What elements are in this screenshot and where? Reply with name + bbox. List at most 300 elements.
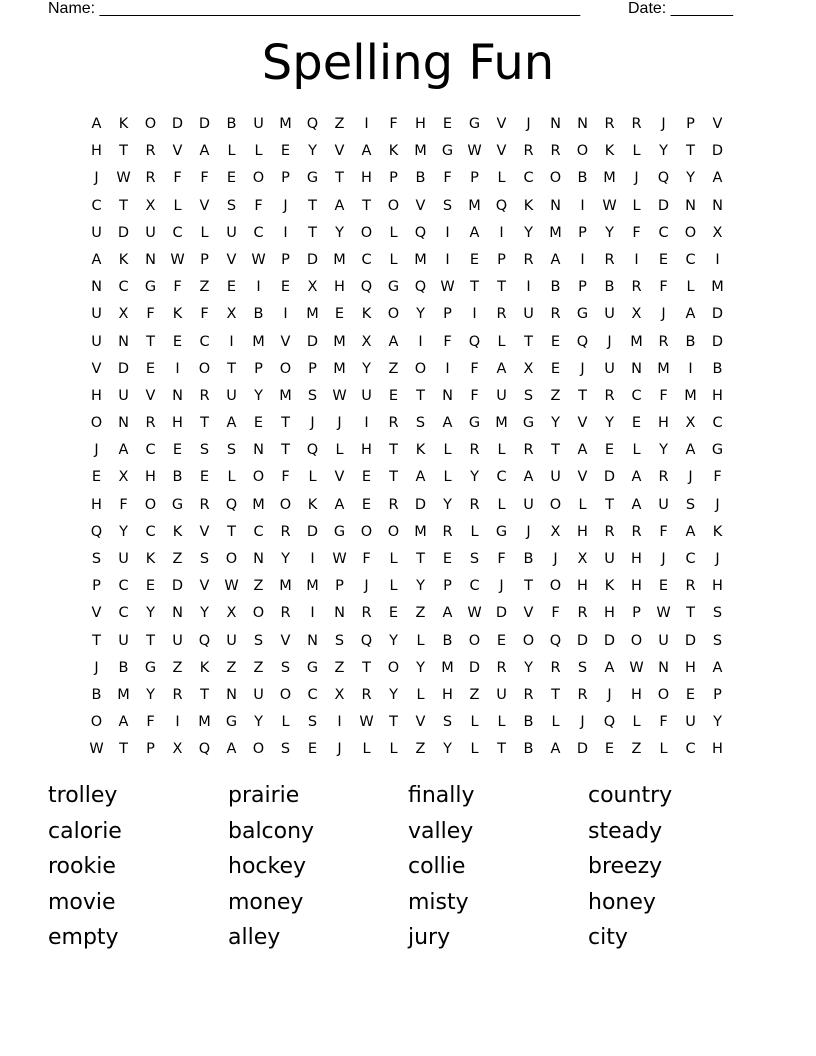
grid-letter: M [684, 387, 697, 404]
grid-letter: A [118, 714, 129, 731]
grid-letter: G [171, 496, 184, 513]
grid-letter: I [310, 605, 315, 622]
grid-letter: T [686, 605, 695, 622]
grid-letter: O [252, 741, 265, 758]
word-list-item: city [588, 925, 628, 951]
word-list-item: collie [408, 854, 466, 880]
grid-letter: M [198, 714, 211, 731]
grid-row [83, 573, 733, 600]
grid-letter: J [580, 360, 585, 377]
grid-letter: I [283, 224, 288, 241]
grid-letter: M [279, 116, 292, 132]
grid-letter: B [415, 170, 426, 187]
grid-letter: G [306, 659, 319, 676]
grid-letter: L [470, 741, 479, 758]
grid-letter: C [712, 415, 723, 432]
grid-letter: A [577, 442, 588, 459]
grid-letter: H [442, 686, 453, 703]
grid-letter: V [712, 116, 723, 132]
grid-letter: X [145, 197, 156, 214]
grid-letter: C [253, 523, 264, 540]
grid-letter: H [172, 415, 183, 432]
grid-letter: L [200, 224, 209, 241]
grid-letter: J [499, 578, 504, 595]
grid-letter: S [199, 551, 210, 567]
grid-letter: T [578, 387, 587, 404]
grid-letter: T [119, 143, 128, 160]
grid-letter: I [445, 251, 450, 268]
grid-letter: C [118, 279, 129, 296]
grid-letter: L [632, 197, 641, 214]
grid-letter: U [496, 686, 507, 703]
grid-letter: J [634, 170, 639, 187]
grid-letter: R [577, 605, 588, 622]
grid-letter: N [631, 360, 642, 377]
grid-letter: O [630, 632, 643, 649]
grid-letter: K [712, 523, 723, 540]
grid-letter: Y [389, 632, 398, 649]
grid-letter: R [388, 415, 399, 432]
grid-letter: A [226, 741, 237, 758]
grid-letter: Y [470, 469, 479, 486]
grid-letter: A [334, 197, 345, 214]
grid-letter: M [711, 279, 724, 296]
grid-letter: M [333, 360, 346, 377]
grid-letter: A [469, 224, 480, 241]
grid-letter: R [604, 523, 615, 540]
grid-row [83, 165, 733, 192]
grid-letter: N [658, 659, 669, 676]
word-list-item: empty [48, 925, 119, 951]
grid-letter: H [712, 578, 723, 595]
grid-letter: J [337, 741, 342, 758]
grid-letter: X [307, 279, 318, 296]
grid-row [83, 655, 733, 682]
grid-letter: K [361, 306, 372, 323]
grid-letter: F [389, 116, 398, 132]
word-list-item: balcony [228, 818, 315, 844]
grid-letter: O [468, 632, 481, 649]
grid-letter: Y [659, 143, 668, 160]
grid-letter: F [173, 279, 182, 296]
grid-letter: N [172, 387, 183, 404]
grid-letter: R [469, 442, 480, 459]
word-list-item: valley [408, 818, 474, 844]
grid-letter: F [173, 170, 182, 187]
grid-letter: Y [254, 387, 263, 404]
grid-letter: R [631, 279, 642, 296]
grid-letter: M [333, 333, 346, 350]
grid-letter: U [91, 224, 102, 241]
grid-letter: Q [306, 442, 319, 459]
grid-letter: L [497, 496, 506, 513]
grid-letter: P [713, 686, 722, 703]
grid-letter: B [253, 306, 264, 323]
grid-letter: P [632, 605, 641, 622]
grid-letter: H [91, 387, 102, 404]
grid-letter: T [605, 496, 614, 513]
grid-letter: E [172, 333, 183, 350]
grid-letter: L [470, 714, 479, 731]
grid-letter: A [712, 170, 723, 187]
grid-letter: I [229, 333, 234, 350]
grid-letter: M [630, 333, 643, 350]
word-list-item: prairie [228, 783, 300, 808]
grid-letter: R [550, 659, 561, 676]
grid-letter: R [469, 496, 480, 513]
grid-letter: P [335, 578, 344, 595]
grid-letter: J [364, 578, 369, 595]
grid-letter: R [604, 116, 615, 132]
grid-letter: I [310, 551, 315, 567]
grid-letter: T [281, 415, 290, 432]
grid-letter: Z [253, 659, 264, 676]
grid-letter: B [91, 686, 102, 703]
grid-letter: P [308, 360, 317, 377]
grid-letter: I [175, 714, 180, 731]
grid-letter: V [145, 387, 156, 404]
grid-letter: I [364, 415, 369, 432]
grid-letter: C [253, 224, 264, 241]
word-list-item: honey [588, 889, 656, 915]
grid-letter: E [280, 143, 291, 160]
grid-row [83, 247, 733, 274]
grid-letter: J [607, 333, 612, 350]
grid-letter: E [334, 306, 345, 323]
grid-letter: L [389, 224, 398, 241]
grid-letter: E [226, 279, 237, 296]
grid-letter: S [415, 415, 426, 432]
grid-letter: T [200, 415, 209, 432]
grid-letter: N [334, 605, 345, 622]
grid-letter: D [306, 333, 319, 350]
grid-letter: Y [416, 306, 425, 323]
grid-letter: K [172, 306, 183, 323]
grid-letter: E [307, 741, 318, 758]
grid-letter: P [443, 306, 452, 323]
grid-letter: C [469, 578, 480, 595]
grid-letter: W [656, 605, 671, 622]
grid-letter: M [603, 170, 616, 187]
grid-letter: S [442, 197, 453, 214]
grid-letter: U [604, 306, 615, 323]
grid-letter: A [685, 523, 696, 540]
grid-letter: O [387, 306, 400, 323]
grid-letter: Z [334, 659, 345, 676]
grid-letter: W [224, 578, 239, 595]
grid-letter: A [91, 251, 102, 268]
grid-letter: F [443, 170, 452, 187]
grid-letter: R [361, 605, 372, 622]
header [48, 0, 740, 20]
grid-letter: G [441, 143, 454, 160]
grid-letter: U [91, 306, 102, 323]
grid-letter: Y [443, 496, 452, 513]
grid-letter: P [254, 360, 263, 377]
grid-letter: M [549, 224, 562, 241]
grid-letter: C [118, 578, 129, 595]
grid-letter: E [469, 251, 480, 268]
grid-letter: M [441, 659, 454, 676]
grid-letter: D [306, 523, 319, 540]
grid-letter: U [496, 387, 507, 404]
grid-letter: J [715, 551, 720, 567]
grid-letter: N [91, 279, 102, 296]
grid-letter: O [387, 523, 400, 540]
grid-letter: W [629, 659, 644, 676]
grid-letter: W [467, 605, 482, 622]
grid-letter: J [94, 659, 99, 676]
grid-letter: N [550, 116, 561, 132]
grid-letter: U [226, 387, 237, 404]
grid-letter: Q [306, 116, 319, 132]
grid-letter: S [253, 632, 264, 649]
grid-letter: O [684, 224, 697, 241]
grid-letter: Y [362, 360, 371, 377]
grid-letter: Y [389, 686, 398, 703]
grid-letter: J [337, 415, 342, 432]
grid-letter: R [685, 578, 696, 595]
grid-letter: W [332, 387, 347, 404]
grid-letter: C [199, 333, 210, 350]
grid-letter: B [523, 741, 534, 758]
grid-letter: B [685, 333, 696, 350]
grid-letter: I [688, 360, 693, 377]
grid-letter: S [91, 551, 102, 567]
grid-letter: K [307, 496, 318, 513]
grid-letter: Z [334, 116, 345, 132]
grid-letter: T [281, 442, 290, 459]
grid-letter: S [280, 741, 291, 758]
grid-letter: O [90, 714, 103, 731]
grid-letter: Y [524, 659, 533, 676]
grid-letter: G [333, 523, 346, 540]
grid-letter: O [549, 578, 562, 595]
grid-letter: N [550, 197, 561, 214]
grid-letter: S [307, 387, 318, 404]
grid-letter: C [631, 387, 642, 404]
grid-letter: U [118, 387, 129, 404]
grid-letter: W [89, 741, 104, 758]
grid-row [83, 628, 733, 655]
grid-letter: E [199, 469, 210, 486]
grid-letter: Y [281, 551, 290, 567]
grid-letter: R [523, 143, 534, 160]
grid-letter: W [602, 197, 617, 214]
grid-letter: J [310, 415, 315, 432]
grid-letter: I [445, 224, 450, 241]
grid-letter: A [415, 469, 426, 486]
grid-letter: O [657, 686, 670, 703]
grid-letter: V [226, 251, 237, 268]
grid-letter: U [226, 224, 237, 241]
grid-letter: V [172, 143, 183, 160]
grid-letter: E [361, 469, 372, 486]
grid-row [83, 111, 733, 138]
grid-letter: T [551, 442, 560, 459]
grid-letter: S [577, 659, 588, 676]
grid-letter: E [388, 387, 399, 404]
grid-letter: I [634, 251, 639, 268]
grid-letter: E [442, 551, 453, 567]
grid-letter: K [604, 578, 615, 595]
grid-letter: V [199, 523, 210, 540]
grid-letter: V [280, 632, 291, 649]
grid-letter: D [414, 496, 427, 513]
grid-letter: L [497, 333, 506, 350]
grid-letter: N [253, 551, 264, 567]
grid-row [83, 410, 733, 437]
grid-letter: A [631, 496, 642, 513]
word-list [48, 778, 768, 956]
grid-letter: G [495, 523, 508, 540]
grid-letter: U [604, 360, 615, 377]
grid-letter: Y [713, 714, 722, 731]
grid-letter: G [306, 170, 319, 187]
grid-letter: T [686, 143, 695, 160]
grid-letter: P [281, 251, 290, 268]
grid-letter: O [387, 197, 400, 214]
grid-letter: E [388, 605, 399, 622]
grid-letter: L [443, 469, 452, 486]
grid-letter: E [658, 251, 669, 268]
grid-letter: I [526, 279, 531, 296]
grid-letter: J [715, 496, 720, 513]
grid-letter: Z [388, 360, 399, 377]
grid-letter: D [117, 360, 130, 377]
grid-letter: Q [603, 714, 616, 731]
grid-letter: O [144, 496, 157, 513]
grid-letter: T [524, 333, 533, 350]
grid-letter: D [171, 578, 184, 595]
grid-letter: R [199, 387, 210, 404]
grid-letter: I [445, 360, 450, 377]
grid-letter: C [172, 224, 183, 241]
grid-letter: F [200, 170, 209, 187]
grid-letter: T [389, 469, 398, 486]
grid-letter: Q [414, 279, 427, 296]
word-list-item: breezy [588, 854, 663, 880]
grid-letter: Y [146, 605, 155, 622]
grid-letter: I [364, 116, 369, 132]
grid-letter: Q [468, 333, 481, 350]
grid-letter: W [251, 251, 266, 268]
grid-letter: S [334, 632, 345, 649]
grid-letter: U [685, 714, 696, 731]
grid-letter: H [361, 170, 372, 187]
grid-letter: L [497, 714, 506, 731]
grid-letter: U [658, 632, 669, 649]
grid-letter: S [199, 442, 210, 459]
grid-letter: R [280, 523, 291, 540]
grid-row [83, 736, 733, 763]
grid-letter: G [711, 442, 724, 459]
grid-letter: A [712, 659, 723, 676]
grid-letter: D [576, 741, 589, 758]
grid-letter: L [227, 143, 236, 160]
grid-letter: T [308, 224, 317, 241]
page-title: Spelling Fun [261, 35, 555, 91]
grid-letter: O [414, 360, 427, 377]
grid-letter: T [362, 659, 371, 676]
grid-letter: B [604, 279, 615, 296]
grid-letter: T [92, 632, 101, 649]
grid-letter: Q [90, 523, 103, 540]
grid-letter: C [307, 686, 318, 703]
grid-letter: D [495, 605, 508, 622]
grid-letter: N [226, 686, 237, 703]
grid-letter: K [415, 442, 426, 459]
grid-letter: S [442, 714, 453, 731]
word-list-item: movie [48, 889, 116, 915]
grid-letter: L [497, 442, 506, 459]
grid-letter: L [416, 686, 425, 703]
grid-letter: Q [414, 224, 427, 241]
grid-letter: A [550, 251, 561, 268]
grid-letter: B [118, 659, 129, 676]
grid-letter: F [659, 387, 668, 404]
grid-row [83, 274, 733, 301]
grid-letter: G [468, 116, 481, 132]
grid-letter: C [91, 197, 102, 214]
grid-letter: N [172, 605, 183, 622]
grid-letter: C [145, 523, 156, 540]
grid-letter: B [550, 279, 561, 296]
grid-letter: N [712, 197, 723, 214]
grid-letter: J [94, 442, 99, 459]
grid-letter: T [362, 197, 371, 214]
grid-letter: Z [226, 659, 237, 676]
grid-letter: P [497, 251, 506, 268]
grid-letter: D [711, 143, 724, 160]
grid-letter: A [685, 306, 696, 323]
grid-letter: H [145, 469, 156, 486]
grid-letter: H [604, 605, 615, 622]
grid-letter: C [361, 251, 372, 268]
grid-letter: E [280, 279, 291, 296]
grid-row [83, 682, 733, 709]
grid-letter: O [387, 659, 400, 676]
grid-letter: R [631, 523, 642, 540]
grid-letter: F [362, 551, 371, 567]
grid-letter: L [497, 170, 506, 187]
grid-letter: I [283, 306, 288, 323]
grid-letter: Q [495, 197, 508, 214]
date-field-label: Date: _______ [628, 0, 733, 17]
grid-letter: Q [657, 170, 670, 187]
grid-letter: E [226, 170, 237, 187]
grid-letter: D [576, 632, 589, 649]
grid-row [83, 546, 733, 573]
grid-letter: R [145, 170, 156, 187]
grid-letter: T [227, 360, 236, 377]
grid-letter: X [334, 686, 345, 703]
grid-letter: N [577, 116, 588, 132]
grid-letter: L [389, 578, 398, 595]
grid-letter: A [442, 605, 453, 622]
grid-letter: D [171, 116, 184, 132]
grid-letter: D [711, 333, 724, 350]
grid-letter: T [524, 578, 533, 595]
grid-letter: D [684, 632, 697, 649]
grid-row [83, 193, 733, 220]
grid-letter: F [443, 333, 452, 350]
grid-letter: E [658, 578, 669, 595]
grid-letter: A [604, 659, 615, 676]
grid-letter: E [442, 116, 453, 132]
grid-letter: V [280, 333, 291, 350]
grid-letter: V [577, 415, 588, 432]
